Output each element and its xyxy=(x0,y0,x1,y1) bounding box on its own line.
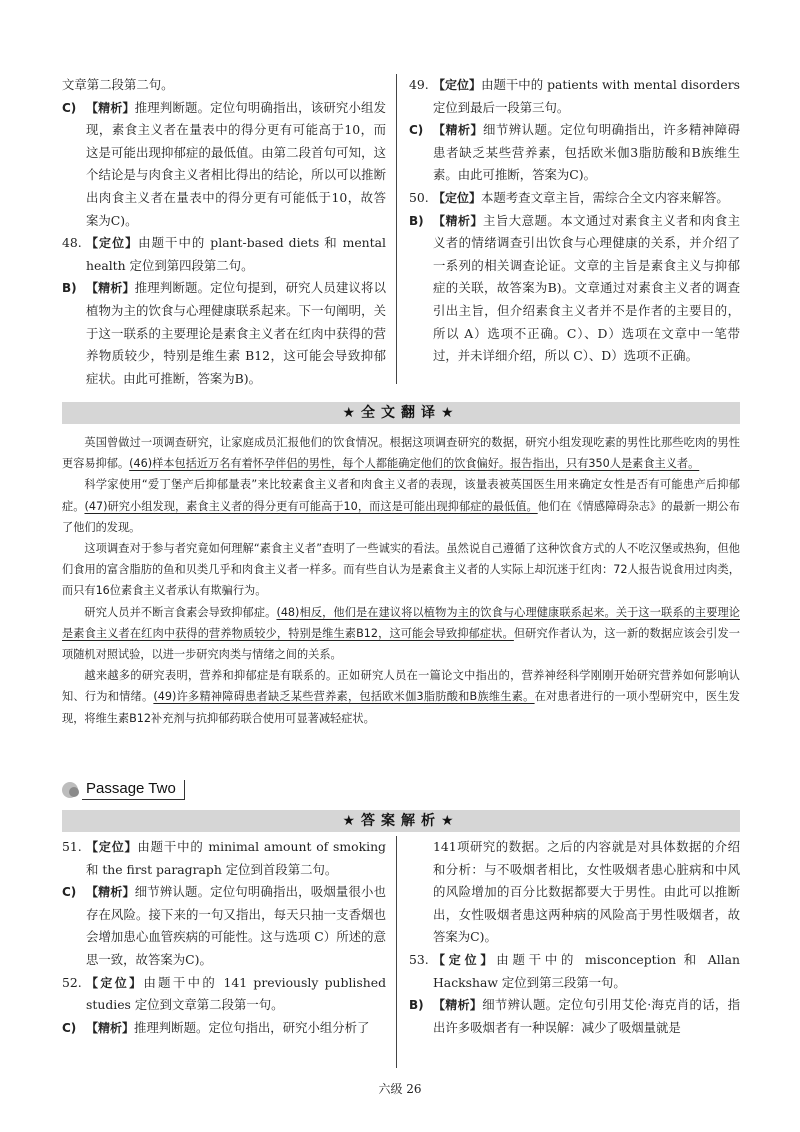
entry-marker: B) xyxy=(409,998,424,1013)
passage-two-tab xyxy=(62,776,185,800)
entry-label: 【精析】 xyxy=(433,998,483,1013)
translation-key-sentence: (47)研究小组发现，素食主义者的得分更有可能高于10，而这是可能出现抑郁症的最低值。 xyxy=(84,499,538,513)
entry-text: 本题考查文章主旨，需综合全文内容来解答。 xyxy=(481,189,729,205)
passage-bullet-icon xyxy=(62,782,78,798)
analysis-heading: ★答案解析★ xyxy=(62,810,740,832)
analysis-entry xyxy=(409,210,740,368)
entry-text: 141项研究的数据。之后的内容就是对具体数据的介绍和分析：与不吸烟者相比，女性吸烟者患心脏病和中风的风险增加的百分比数据都要大于男性。由此可以推断出，女性吸烟者患这两种病的风险高于男性吸烟者，故答案为C)。 xyxy=(433,839,740,945)
analysis-entry xyxy=(62,74,386,97)
answer-analysis-bottom xyxy=(62,836,740,1068)
entry-text: 细节辨认题。定位句明确指出，吸烟量很小也存在风险。接下来的一句又指出，每天只抽一支香烟也会增加患心血管疾病的可能性。这与选项 C）所述的意思一致，故答案为C)。 xyxy=(86,884,386,967)
translation-paragraph xyxy=(62,602,740,666)
entry-text: 由题干中的 minimal amount of smoking 和 the first paragraph 定位到首段第二句。 xyxy=(86,839,386,877)
entry-marker: 51. xyxy=(62,839,82,854)
analysis-column-left xyxy=(62,74,396,384)
analysis-column-right xyxy=(396,74,740,384)
entry-text: 推理判断题。定位句指出，研究小组分析了 xyxy=(134,1019,370,1035)
entry-marker: C) xyxy=(62,1020,77,1035)
entry-label: 【精析】 xyxy=(433,213,483,228)
analysis-entry xyxy=(409,119,740,187)
analysis-entry xyxy=(409,949,740,994)
entry-marker: B) xyxy=(409,213,424,228)
analysis-entry xyxy=(62,277,386,390)
entry-label: 【精析】 xyxy=(86,281,135,296)
entry-text: 由题干中的 plant-based diets 和 mental health 定位到第四段第二句。 xyxy=(86,235,386,273)
analysis-entry xyxy=(409,187,740,210)
entry-marker: B) xyxy=(62,281,77,296)
translation-paragraph xyxy=(62,474,740,538)
analysis-entry xyxy=(62,1017,386,1040)
entry-text: 细节辨认题。定位句明确指出，许多精神障碍患者缺乏某些营养素，包括欧米伽3脂肪酸和B族维生素。由此可推断，答案为C)。 xyxy=(433,122,740,183)
entry-marker: 49. xyxy=(409,77,429,92)
translation-key-sentence: (49)许多精神障碍患者缺乏某些营养素，包括欧米伽3脂肪酸和B族维生素。 xyxy=(153,690,535,704)
entry-text: 由题干中的 141 previously published studies 定位到文章第二段第一句。 xyxy=(86,974,386,1013)
translation-text: 这项调查对于参与者究竟如何理解“素食主义者”查明了一些诚实的看法。虽然说自己遵循了这种饮食方式的人不吃汉堡或热狗，但他们食用的富含脂肪的鱼和贝类几乎和肉食主义者一样多。而有些自认为是素食主义者的人实际上却沉迷于红肉：72人报告说食用过肉类，而只有16位素食主义者承认有欺骗行为。 xyxy=(62,542,740,598)
translation-key-sentence: (46)样本包括近万名有着怀孕伴侣的男性，每个人都能确定他们的饮食偏好。报告指出，只有350人是素食主义者。 xyxy=(129,457,700,471)
analysis-entry xyxy=(409,994,740,1039)
analysis-entry xyxy=(62,836,386,881)
entry-text: 主旨大意题。本文通过对素食主义者和肉食主义者的情绪调查引出饮食与心理健康的关系，并介绍了一系列的相关调查论证。文章的主旨是素食主义与抑郁症的关联，故答案为B)。文章通过对素食主义者的调查引出主旨，但介绍素食主义者并不是作者的主要目的，所以 A）选项不正确。C）、D）选项在文章中一笔带过，并未详细介绍，所以 C）、D）选项不正确。 xyxy=(433,212,740,364)
entry-text: 推理判断题。定位句提到，研究人员建议将以植物为主的饮食与心理健康联系起来。下一句阐明，关于这一联系的主要理论是素食主义者在红肉中获得的营养物质较少，特别是维生素 B12，这可能会导致抑郁症状。由此可推断，答案为B)。 xyxy=(86,280,386,386)
analysis-column-left xyxy=(62,836,396,1068)
entry-text: 由题干中的 patients with mental disorders 定位到最后一段第三句。 xyxy=(433,77,740,115)
translation-key-sentence: (48)相反，他们是在建议将以植物为主的饮食与心理健康联系起来。关于这一联系的主要理论是素食主义者在红肉中获得的营养物质较少，特别是维生素B12，这可能会导致抑郁症状。 xyxy=(62,605,740,640)
entry-label: 【定位】 xyxy=(86,840,138,854)
entry-marker: C) xyxy=(409,123,424,138)
entry-label: 【精析】 xyxy=(433,123,483,138)
entry-label: 【定位】 xyxy=(433,952,497,967)
translation-paragraph xyxy=(62,432,740,474)
entry-label: 【定位】 xyxy=(86,975,144,990)
analysis-entry xyxy=(62,232,386,277)
translation-text: 在对患者进行的一项小型研究中，医生发现，将维生素B12补充剂与抗抑郁药联合使用可显著减轻症状。 xyxy=(62,690,740,725)
translation-text: 英国曾做过一项调查研究，让家庭成员汇报他们的饮食情况。根据这项调查研究的数据，研究小组发现吃素的男性比那些吃肉的男性更容易抑郁。 xyxy=(62,436,740,471)
analysis-entry xyxy=(409,836,740,949)
translation-text: 但研究作者认为，这一新的数据应该会引发一项随机对照试验，以进一步研究肉类与情绪之间的关系。 xyxy=(62,626,740,662)
entry-text: 由题干中的 misconception 和 Allan Hackshaw 定位到第三段第一句。 xyxy=(433,951,740,990)
entry-label: 【精析】 xyxy=(86,1020,135,1035)
entry-text: 细节辨认题。定位句引用艾伦·海克肖的话，指出许多吸烟者有一种误解：减少了吸烟量就是 xyxy=(433,997,740,1035)
answer-analysis-top xyxy=(62,74,740,384)
translation-text: 越来越多的研究表明，营养和抑郁症是有联系的。正如研究人员在一篇论文中指出的，营养神经科学刚刚开始研究营养如何影响认知、行为和情绪。 xyxy=(62,669,740,704)
entry-marker: 52. xyxy=(62,974,82,990)
entry-marker: 50. xyxy=(409,189,429,205)
translation-paragraph xyxy=(62,538,740,602)
entry-label: 【精析】 xyxy=(86,885,135,900)
translation-text: 研究人员并不断言食素会导致抑郁症。 xyxy=(84,605,277,619)
entry-label: 【精析】 xyxy=(86,100,135,115)
entry-text: 文章第二段第二句。 xyxy=(62,77,174,92)
translation-heading: ★全文翻译★ xyxy=(62,402,740,424)
analysis-entry xyxy=(62,97,386,233)
translation-paragraph xyxy=(62,665,740,729)
entry-marker: C) xyxy=(62,100,77,115)
entry-label: 【定位】 xyxy=(433,190,482,205)
entry-marker: 48. xyxy=(62,235,82,251)
entry-text: 推理判断题。定位句明确指出，该研究小组发现，素食主义者在量表中的得分更有可能高于10，而这是可能出现抑郁症的最低值。由第二段首句可知，这个结论是与肉食主义者相比得出的结论，所以可以推断出肉食主义者在量表中的得分更有可能低于10，故答案为C)。 xyxy=(86,99,386,228)
translation-text: 科学家使用“爱丁堡产后抑郁量表”来比较素食主义者和肉食主义者的表现，该量表被英国医生用来确定女性是否有可能患产后抑郁症。 xyxy=(62,478,740,513)
analysis-entry xyxy=(62,881,386,971)
entry-label: 【定位】 xyxy=(86,236,139,251)
entry-marker: C) xyxy=(62,885,77,900)
analysis-column-right xyxy=(396,836,740,1068)
entry-marker: 53. xyxy=(409,951,429,967)
page-number: 六级 26 xyxy=(378,1082,422,1096)
passage-title: Passage Two xyxy=(82,780,185,800)
full-translation xyxy=(62,432,740,729)
translation-text: 他们在《情感障碍杂志》的最新一期公布了他们的发现。 xyxy=(62,499,740,534)
analysis-entry xyxy=(62,972,386,1017)
analysis-entry xyxy=(409,74,740,119)
entry-label: 【定位】 xyxy=(433,78,482,92)
